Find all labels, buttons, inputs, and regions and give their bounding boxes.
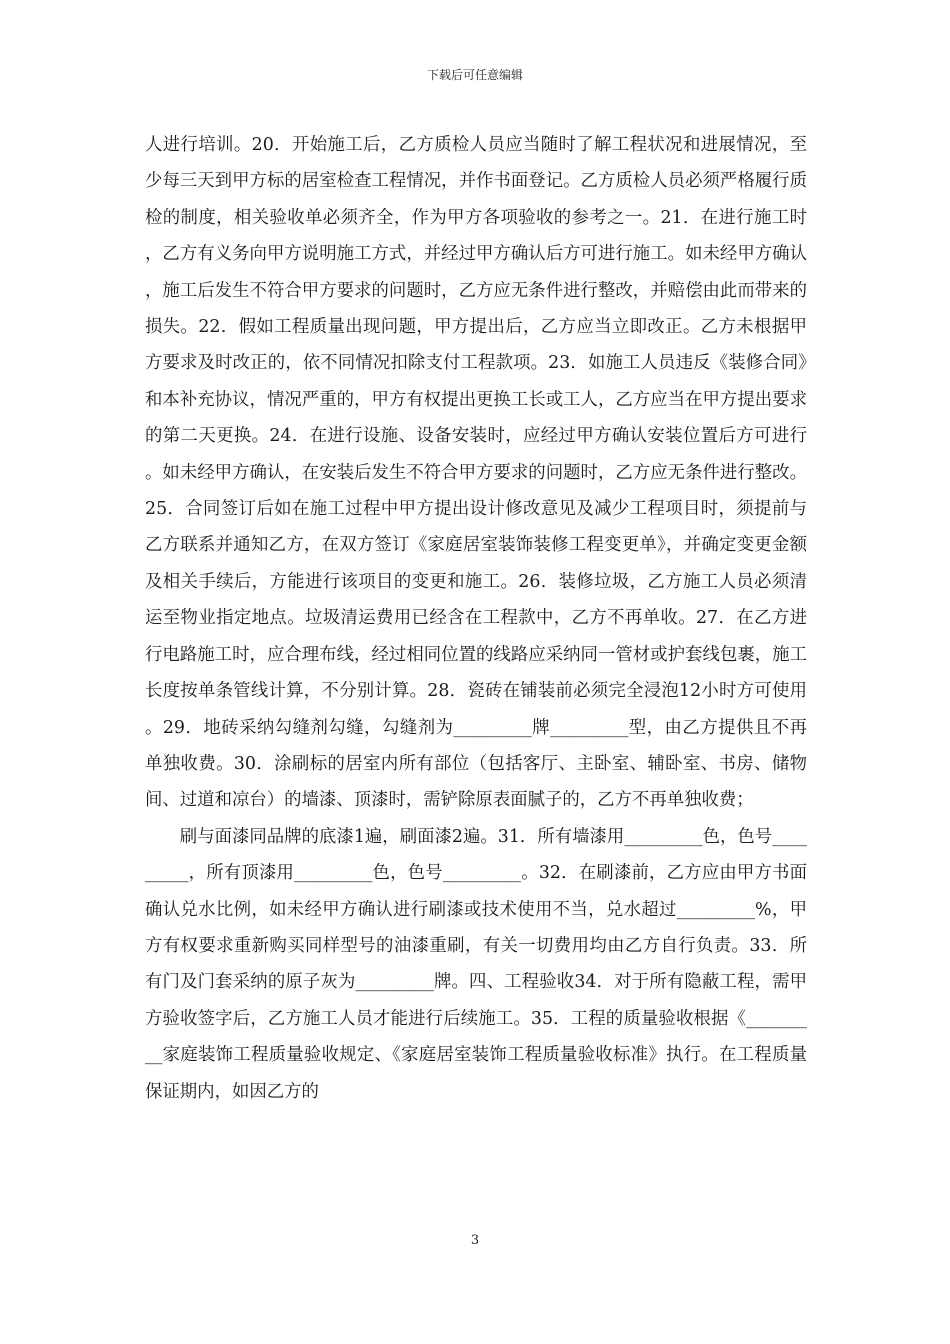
document-body	[145, 127, 807, 1110]
page-number: 3	[470, 1233, 480, 1248]
page-header: 下载后可任意编辑	[426, 68, 523, 82]
paragraph-2: 刷与面漆同品牌的底漆1遍，刷面漆2遍。31．所有墙漆用_________色，色号_________，所有顶漆用_________色，色号_________。32．在刷漆前，乙方应由甲方书面确认兑水比例，如未经甲方确认进行刷漆或技术使用不当，兑水超过_________%，甲方有权要求重新购买同样型号的油漆重刷，有关一切费用均由乙方自行负责。33．所有门及门套采纳的原子灰为_________牌。四、工程验收34．对于所有隐蔽工程，需甲方验收签字后，乙方施工人员才能进行后续施工。35．工程的质量验收根据《_________家庭装饰工程质量验收规定、《家庭居室装饰工程质量验收标准》执行。在工程质量保证期内，如因乙方的	[145, 826, 807, 1102]
paragraph-1: 人进行培训。20．开始施工后，乙方质检人员应当随时了解工程状况和进展情况，至少每三天到甲方标的居室检查工程情况，并作书面登记。乙方质检人员必须严格履行质检的制度，相关验收单必须齐全，作为甲方各项验收的参考之一。21．在进行施工时，乙方有义务向甲方说明施工方式，并经过甲方确认后方可进行施工。如未经甲方确认，施工后发生不符合甲方要求的问题时，乙方应无条件进行整改，并赔偿由此而带来的损失。22．假如工程质量出现问题，甲方提出后，乙方应当立即改正。乙方未根据甲方要求及时改正的，依不同情况扣除支付工程款项。23．如施工人员违反《装修合同》和本补充协议，情况严重的，甲方有权提出更换工长或工人，乙方应当在甲方提出要求的第二天更换。24．在进行设施、设备安装时，应经过甲方确认安装位置后方可进行。如未经甲方确认，在安装后发生不符合甲方要求的问题时，乙方应无条件进行整改。25．合同签订后如在施工过程中甲方提出设计修改意见及减少工程项目时，须提前与乙方联系并通知乙方，在双方签订《家庭居室装饰装修工程变更单》，并确定变更金额及相关手续后，方能进行该项目的变更和施工。26．装修垃圾，乙方施工人员必须清运至物业指定地点。垃圾清运费用已经含在工程款中，乙方不再单收。27．在乙方进行电路施工时，应合理布线，经过相同位置的线路应采纳同一管材或护套线包裹，施工长度按单条管线计算，不分别计算。28．瓷砖在铺装前必须完全浸泡12小时方可使用。29．地砖采纳勾缝剂勾缝，勾缝剂为_________牌_________型，由乙方提供且不再单独收费。30．涂刷标的居室内所有部位（包括客厅、主卧室、辅卧室、书房、储物间、过道和凉台）的墙漆、顶漆时，需铲除原表面腻子的，乙方不再单独收费；	[145, 135, 807, 811]
